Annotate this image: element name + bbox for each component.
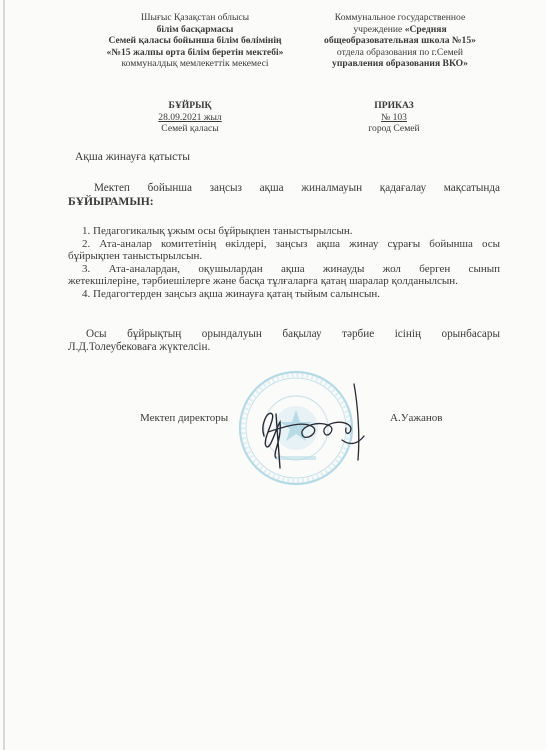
header-left-line: Шығыс Қазақстан облысы [140,12,250,23]
order-items [68,225,500,301]
header-left-line: коммуналдық мемлекеттік мекемесі [121,58,269,69]
header-kazakh [88,12,302,70]
order-city: город Семей [368,123,420,134]
header-right-line: управления образования ВКО» [332,58,468,69]
order-block-kazakh [140,100,240,135]
intro-text: Мектеп бойынша заңсыз ақша жиналмауын қадағалау мақсатында [94,182,500,194]
list-item [68,288,500,301]
list-item-line: 1. Педагогикалық ұжым осы бұйрықпен таныстырылсын. [82,225,353,237]
order-number: № 103 [381,111,407,123]
list-item-line: бұйрықпен таныстырылсын. [68,250,203,263]
header-right-line [300,24,500,36]
order-directive: БҰЙЫРАМЫН: [68,195,154,208]
intro-line [68,182,500,195]
list-item [68,225,500,238]
order-title: ПРИКАЗ [374,100,414,111]
signatory-title: Мектеп директоры [140,412,229,424]
scan-edge [3,0,5,750]
header-right-line: общеобразовательная школа №15» [324,35,476,46]
list-item-line: 2. Ата-аналар комитетінің өкілдері, заңсыз ақша жинау сұрағы бойынша осы [82,237,500,250]
signatory-name: А.Уажанов [390,412,443,424]
list-item-line: 3. Ата-аналардан, оқушылардан ақша жинауды жол берген сынып [82,262,500,275]
header-left-line: Семей қаласы бойынша білім бөлімінің [108,35,282,46]
list-item-line: 4. Педагогтерден заңсыз ақша жинауға қатаң тыйым салынсын. [82,287,380,300]
order-title: БҰЙРЫҚ [168,100,212,111]
control-line [68,328,500,341]
order-city: Семей қаласы [161,123,219,134]
signature-icon [246,376,376,476]
control-text: Осы бұйрықтың орындалуын бақылау тәрбие ісінің орынбасары [86,328,500,340]
header-russian [300,12,500,70]
header-right-bold: «Средняя [404,23,447,35]
header-right-line: Коммунальное государственное [334,12,466,23]
list-item [68,238,500,263]
header-right-line: отдела образования по г.Семей [336,46,464,58]
order-date: 28.09.2021 жыл [158,111,222,123]
order-block-russian [354,100,434,135]
control-line-2: Л.Д.Толеубековаға жүктелсін. [68,341,211,353]
header-left-line: білім басқармасы [156,23,234,35]
list-item [68,263,500,288]
list-item-line: жетекшілеріне, тәрбиешілерге және басқа тұлғаларға қатаң шаралар қолданылсын. [68,275,458,288]
header-left-line: «№15 жалпы орта білім беретін мектебі» [106,46,284,58]
order-subject: Ақша жинауға қатысты [75,151,190,163]
header-right-text: учреждение [353,23,405,35]
